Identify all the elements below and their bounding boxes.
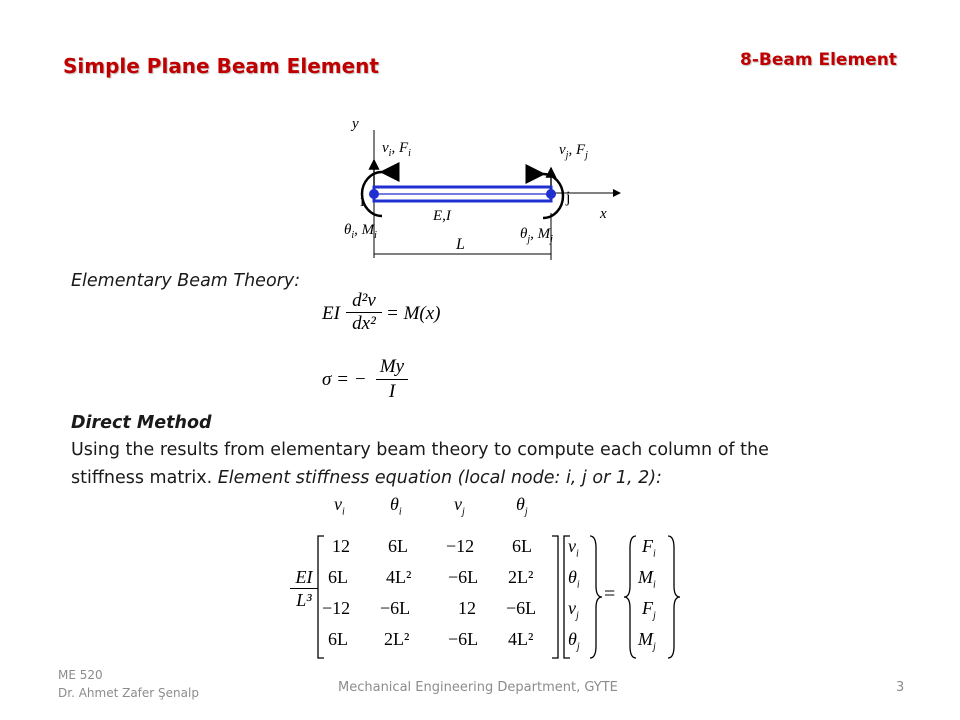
disp-entry: $\theta_i$ [568, 567, 580, 591]
footer-course: ME 520 [58, 668, 103, 682]
eq1-denominator: dx² [352, 313, 376, 334]
col-header-4: $\theta_j$ [516, 494, 528, 518]
disp-entry: $\theta_j$ [568, 629, 580, 653]
matrix-cell: −6L [448, 567, 479, 587]
factor-denominator: L³ [296, 590, 312, 610]
method-line-2-plain: stiffness matrix. [71, 468, 218, 488]
y-axis-label: y [352, 116, 359, 132]
matrix-cell: 4L² [508, 629, 534, 649]
eq2-numerator: My [376, 355, 408, 380]
col-header-1: $v_i$ [334, 494, 345, 518]
direct-method-heading: Direct Method [71, 413, 212, 433]
footer-author: Dr. Ahmet Zafer Şenalp [58, 686, 199, 700]
theory-label: Elementary Beam Theory: [71, 271, 301, 291]
beam-diagram [330, 108, 630, 268]
eq2-fraction [376, 355, 408, 404]
matrix-cell: −12 [446, 536, 475, 556]
force-entry: $F_i$ [642, 536, 656, 560]
node-j-label: j [566, 189, 571, 206]
matrix-cell: 12 [458, 598, 476, 618]
force-entry: $F_j$ [642, 598, 656, 622]
node-i-dot [369, 189, 379, 199]
footer-department: Mechanical Engineering Department, GYTE [338, 680, 618, 695]
col-header-2: $\theta_i$ [390, 494, 402, 518]
eq1-rhs: = M(x) [386, 303, 441, 324]
matrix-cell: −6L [506, 598, 537, 618]
moment-label-i: $\theta_i$, $M_i$ [344, 222, 377, 241]
matrix-cell: 4L² [386, 567, 412, 587]
matrix-cell: 2L² [508, 567, 534, 587]
node-j-dot [546, 189, 556, 199]
method-line-1: Using the results from elementary beam theory to compute each column of the [71, 440, 769, 460]
force-entry: $M_i$ [638, 567, 656, 591]
eq2-lhs: σ = − [322, 369, 367, 390]
force-label-i: $v_i$, $F_i$ [382, 140, 411, 159]
disp-entry: $v_i$ [568, 536, 579, 560]
matrix-cell: −6L [380, 598, 411, 618]
matrix-cell: 12 [332, 536, 350, 556]
matrix-cell: −12 [322, 598, 351, 618]
slide-title: Simple Plane Beam Element [63, 54, 379, 78]
method-line-2-italic: Element stiffness equation (local node: i, j or 1, 2): [217, 468, 662, 488]
section-props-label: E,I [433, 208, 451, 224]
stiffness-equation [284, 494, 704, 664]
matrix-cell: 6L [328, 567, 348, 587]
node-i-label: i [360, 193, 365, 210]
matrix-cell: 6L [512, 536, 532, 556]
x-axis-label: x [600, 206, 607, 222]
matrix-cell: −6L [448, 629, 479, 649]
moment-label-j: $\theta_j$, $M_j$ [520, 226, 553, 245]
eq1-fraction [346, 290, 382, 335]
col-header-3: $v_j$ [454, 494, 465, 518]
disp-entry: $v_j$ [568, 598, 579, 622]
matrix-cell: 6L [328, 629, 348, 649]
eq1-numerator: d²v [346, 290, 382, 313]
equals-sign: = [604, 583, 616, 605]
eq2-denominator: I [388, 381, 396, 402]
eq1-lhs: EI [322, 303, 340, 324]
page-number: 3 [896, 680, 905, 695]
force-label-j: $v_j$, $F_j$ [559, 142, 588, 161]
matrix-cell: 2L² [384, 629, 410, 649]
chapter-label: 8-Beam Element [740, 50, 897, 70]
method-line-2 [71, 468, 662, 488]
factor-numerator: EI [290, 566, 318, 589]
length-label: L [456, 236, 465, 253]
force-entry: $M_j$ [638, 629, 656, 653]
matrix-cell: 6L [388, 536, 408, 556]
